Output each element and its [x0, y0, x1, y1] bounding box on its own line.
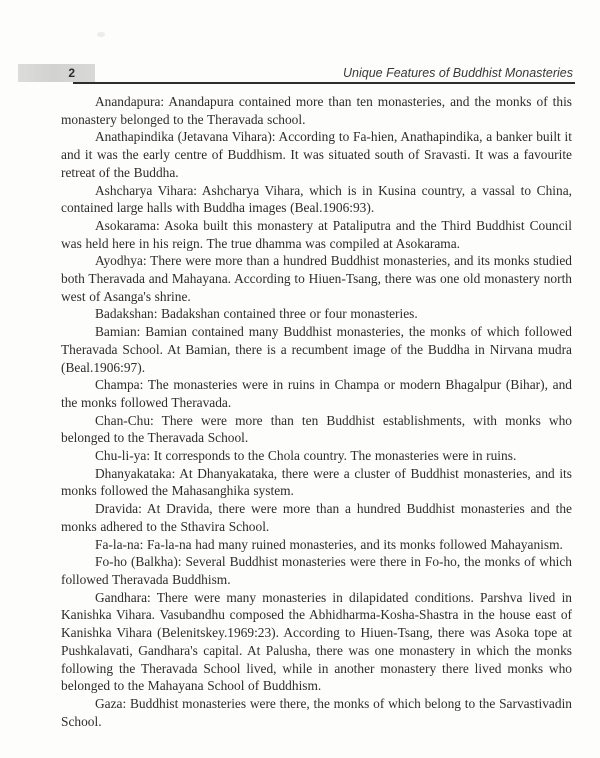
paragraph: Dhanyakataka: At Dhanyakataka, there were a cluster of Buddhist monasteries, and its monks followed the Mahasanghika system.: [61, 465, 572, 499]
paragraph: Fa-la-na: Fa-la-na had many ruined monasteries, and its monks followed Mahayanism.: [95, 536, 563, 552]
paragraph: Fo-ho (Balkha): Several Buddhist monasteries were there in Fo-ho, the monks of which followed Theravada Buddhism.: [61, 554, 572, 587]
running-head: Unique Features of Buddhist Monasteries: [343, 66, 573, 80]
paragraph: Champa: The monasteries were in ruins in Champa or modern Bhagalpur (Bihar), and the monks followed Theravada.: [61, 377, 572, 410]
paragraph: Anathapindika (Jetavana Vihara): According to Fa-hien, Anathapindika, a banker built it and it was the early centre of Buddhism. It was situated south of Sravasti. It was a favourite retreat of the Buddha.: [61, 129, 572, 180]
paragraph: Ayodhya: There were more than a hundred Buddhist monasteries, and its monks studied both Theravada and Mahayana. According to Hiuen-Tsang, there was one old monastery north west of Asanga's shrine.: [61, 253, 572, 304]
scan-artifact: [97, 32, 105, 37]
paragraph: Dravida: At Dravida, there were more than a hundred Buddhist monasteries and the monks adhered to the Sthavira School.: [61, 501, 572, 534]
paragraph: Ashcharya Vihara: Ashcharya Vihara, which is in Kusina country, a vassal to China, contained large halls with Buddha images (Beal.1906:93).: [61, 182, 572, 216]
header-rule: [73, 82, 575, 84]
paragraph: Badakshan: Badakshan contained three or four monasteries.: [95, 306, 418, 322]
page-number: 2: [68, 66, 75, 80]
paragraph: Asokarama: Asoka built this monastery at Pataliputra and the Third Buddhist Council was held here in his reign. The true dhamma was compiled at Asokarama.: [61, 217, 572, 251]
paragraph: Chu-li-ya: It corresponds to the Chola country. The monasteries were in ruins.: [95, 448, 517, 464]
paragraph: Gaza: Buddhist monasteries were there, the monks of which belong to the Sarvastivadin School.: [61, 695, 572, 729]
page-body: [61, 93, 572, 730]
paragraph: Gandhara: There were many monasteries in dilapidated conditions. Parshva lived in Kanishka Vihara. Vasubandhu composed the Abhidharma-Kosha-Shastra in the house east of Kanishka Vihara (Belenitskey.1969:23). According to Hiuen-Tsang, there was Asoka tope at Pushkalavati, Gandhara's capital. At Palusha, there was one monastery in which the monks following the Theravada School lived, while in another monastery there lived monks who belonged to the Mahayana School of Buddhism.: [61, 589, 572, 694]
page-number-badge: [18, 64, 95, 82]
paragraph: Chan-Chu: There were more than ten Buddhist establishments, with monks who belonged to the Theravada School.: [61, 412, 572, 446]
paragraph: Anandapura: Anandapura contained more than ten monasteries, and the monks of this monastery belonged to the Theravada school.: [61, 94, 572, 127]
paragraph: Bamian: Bamian contained many Buddhist monasteries, the monks of which followed Theravada School. At Bamian, there is a recumbent image of the Buddha in Nirvana mudra (Beal.1906:97).: [61, 324, 572, 375]
